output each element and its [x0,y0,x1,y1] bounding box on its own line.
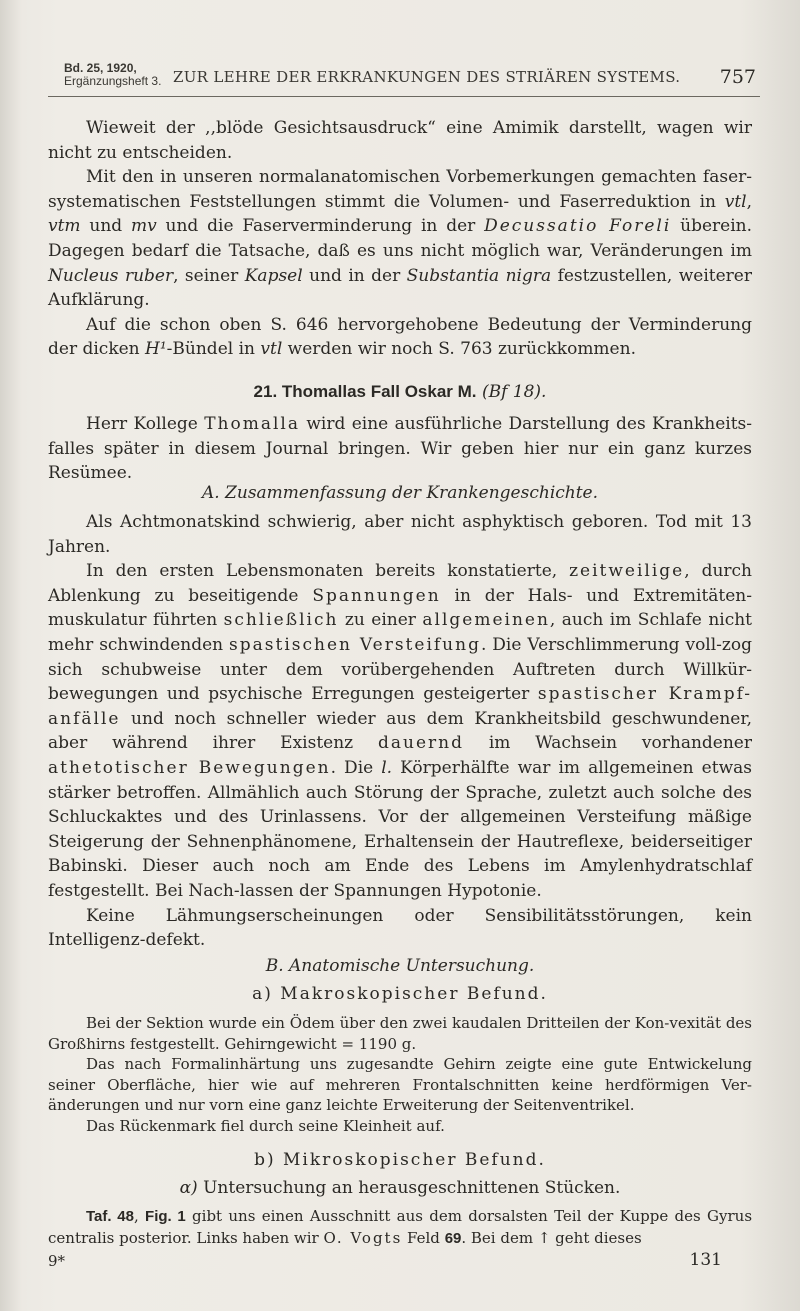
term-decussatio: Decussatio Foreli [484,216,672,237]
volume-line-1: Bd. 25, 1920, [64,61,137,75]
text-run: Mit den in unseren normalanatomischen Vorbemerkungen gemachten faser-systematischen Feststellungen stimmt die Volumen- und Faserreduktion in [48,167,752,212]
text-run: . Die Verschlimmerung voll-zog sich schubweise unter dem vorübergehenden Auftreten durch Willkür-bewegungen und psychische Erregungen gesteigerter [48,634,752,705]
text-run: und die Faserverminderung in der [156,216,485,237]
paragraph [48,559,752,903]
paragraph: Das Rückenmark fiel durch seine Kleinheit auf. [86,1116,445,1135]
text-run: im Wachsein vorhandener [463,733,752,754]
paragraph [48,313,752,362]
volume-line-2: Ergänzungsheft 3. [64,74,162,88]
text-run: in der Hals- und Extremitäten-muskulatur führten [48,585,753,631]
term-l: l. [381,757,393,778]
emph-text: zeitweilige [569,561,685,582]
term-vtl: vtl [724,191,747,212]
alpha-marker: α) [179,1178,198,1198]
paragraph: Bei der Sektion wurde ein Ödem über den zwei kaudalen Dritteilen der Kon-vexität des Großhirns festgestellt. Gehirngewicht = 1190 g. [48,1014,752,1053]
text-run: , auch im Schlafe nicht mehr schwindenden [48,610,752,655]
text-run: , [746,191,752,212]
volume-info [64,62,161,88]
text-run: , [133,1207,146,1225]
page-number: 757 [719,66,756,88]
subheading-b: B. Anatomische Untersuchung. [265,956,535,976]
text-run: . Die [330,757,382,778]
emph-text: athetotischer Bewegungen [48,757,331,778]
term-h1: H¹ [145,339,167,360]
text-block-1 [48,116,752,362]
text-run: Herr Kollege [86,414,205,434]
paragraph: Das nach Formalinhärtung uns zugesandte Gehirn zeigte eine gute Entwickelung seiner Oberfläche, hier wie auf mehreren Frontalschnitten keine herdförmigen Ver-änderungen und nur vorn eine ganz leichte Erweiterung der Seitenventrikel. [48,1055,752,1115]
paragraph [48,1206,752,1249]
folio-number: 131 [689,1250,722,1270]
text-run: gibt uns einen Ausschnitt aus dem dorsalsten Teil der Kuppe des Gyrus centralis posterior. Links haben wir [48,1207,753,1247]
figure-ref: Fig. 1 [145,1208,186,1225]
term-nucleus-ruber: Nucleus ruber [48,265,174,286]
subheading-alpha-text: Untersuchung an herausgeschnittenen Stücken. [197,1178,621,1198]
running-title: ZUR LEHRE DER ERKRANKUNGEN DES STRIÄREN SYSTEMS. [173,68,681,86]
subheading-alpha [48,1178,752,1198]
term-kapsel: Kapsel [244,265,303,286]
subheading-makroskopisch: a) Makroskopischer Befund. [252,984,548,1004]
text-run: Auf die schon oben S. 646 hervorgehobene Bedeutung der Verminderung der dicken [48,314,752,360]
text-run: festzustellen, weiterer Aufklärung. [48,265,752,311]
section-title: 21. Thomallas Fall Oskar M. [253,382,477,401]
section-heading-21 [48,382,752,402]
text-run: , durch Ablenkung zu beseitigende [48,561,752,606]
subheading-mikroskopisch: b) Mikroskopischer Befund. [254,1150,546,1170]
page-footer [48,1252,752,1274]
text-run: zu einer [338,610,423,631]
text-run: wird eine ausführliche Darstellung des Krankheits-falles später in diesem Journal bringen. Wir geben hier nur ein ganz kurzes Resümee. [48,414,752,484]
text-run: überein. Dagegen bedarf die Tatsache, daß es uns nicht möglich war, Veränderungen im [48,216,752,261]
term-vtm: vtm [48,216,81,237]
page-header [48,62,760,97]
signature-mark: 9* [48,1252,66,1270]
text-run: , seiner [173,265,245,286]
text-run: und noch schneller wieder aus dem Krankheitsbild geschwundener, aber während ihrer Existenz [48,708,752,754]
text-run: -Bündel in [166,339,261,360]
emph-text: spastischen Versteifung [229,634,481,655]
text-run: Körperhälfte war im allgemeinen etwas stärker betroffen. Allmählich auch Störung der Sprache, zuletzt auch solche des Schluckaktes und des Urinlassens. Vor der allgemeinen Versteifung mäßige Steigerung der Sehnenphänomene, Erhaltensein der Hautreflexe, beiderseitiger Babinski. Dieser auch noch am Ende des Lebens im Amylenhydratschlaf festgestellt. Bei Nach-lassen der Spannungen Hypotonie. [48,757,752,901]
text-block-3 [48,510,752,953]
emph-text: spastischer Krampf-anfälle [48,684,753,729]
text-run: . Bei dem ↑ geht dieses [461,1228,642,1247]
emph-text: Spannungen [312,585,441,606]
subheading-a: A. Zusammenfassung der Krankengeschichte. [201,483,599,503]
paragraph [48,412,752,486]
field-number: 69 [444,1229,462,1247]
author-name: Thomalla [204,414,301,434]
emph-text: dauernd [378,733,464,754]
author-name: O. Vogts [323,1228,403,1247]
text-run: werden wir noch S. 763 zurückkommen. [282,339,636,360]
text-block-2 [48,412,752,486]
text-run: und [80,216,131,237]
text-run: Feld [402,1228,445,1247]
paragraph: Wieweit der ,,blöde Gesichtsausdruck“ eine Amimik darstellt, wagen wir nicht zu entscheiden. [48,118,752,163]
text-run: und in der [302,265,407,286]
term-substantia-nigra: Substantia nigra [406,265,552,286]
plate-ref: Taf. 48 [86,1208,134,1225]
paragraph: Als Achtmonatskind schwierig, aber nicht asphyktisch geboren. Tod mit 13 Jahren. [48,512,752,557]
paragraph: Keine Lähmungserscheinungen oder Sensibilitätsstörungen, kein Intelligenz-defekt. [48,905,752,951]
section-ref: (Bf 18). [481,382,547,402]
term-mv: mv [130,216,157,237]
text-run: In den ersten Lebensmonaten bereits konstatierte, [86,561,570,582]
emph-text: schließlich [223,610,339,631]
text-block-4 [48,1013,752,1137]
emph-text: allgemeinen [422,610,550,631]
text-block-5 [48,1206,752,1249]
paragraph [48,165,752,313]
term-vtl: vtl [260,339,283,360]
